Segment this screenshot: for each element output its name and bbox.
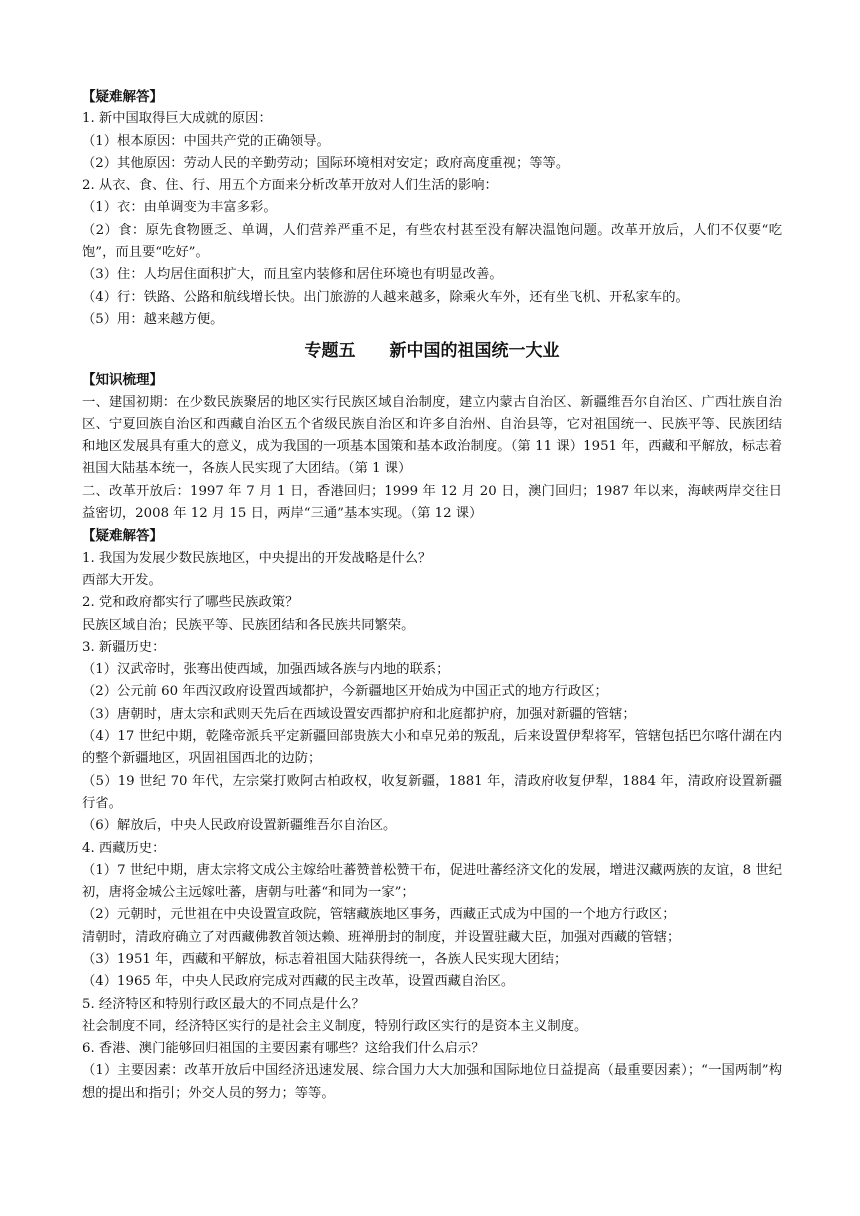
knowledge-paragraph: 一、建国初期：在少数民族聚居的地区实行民族区域自治制度，建立内蒙古自治区、新疆维吾尔自治区、广西壮族自治区、宁夏回族自治区和西藏自治区五个省级民族自治区和许多自治州、自治县等，它对祖国统一、民族平等、民族团结和地区发展具有重大的意义，成为我国的一项基本国策和基本政治制度。（第 11 课）1951 年，西藏和平解放，标志着祖国大陆基本统一，各族人民实现了大团结。（第 1 课） [82, 394, 782, 477]
faq1-line: （4）行：铁路、公路和航线增长快。出门旅游的人越来越多，除乘火车外，还有坐飞机、开私家车的。 [82, 289, 689, 305]
faq2-line: （2）公元前 60 年西汉政府设置西域都护，今新疆地区开始成为中国正式的地方行政区； [82, 684, 608, 700]
faq2-line: 民族区域自治；民族平等、民族团结和各民族共同繁荣。 [82, 617, 415, 633]
faq2-line: （1）汉武帝时，张骞出使西域，加强西域各族与内地的联系； [82, 662, 450, 678]
faq2-line: 3. 新疆历史： [82, 639, 166, 655]
faq2-line: （1）主要因素：改革开放后中国经济迅速发展、综合国力大大加强和国际地位日益提高（最重要因素）；“一国两制”构想的提出和指引；外交人员的努力；等等。 [82, 1063, 782, 1101]
faq2-line: 1. 我国为发展少数民族地区，中央提出的开发战略是什么？ [82, 550, 432, 566]
faq1-line: （5）用：越来越方便。 [82, 311, 224, 327]
faq2-line: （5）19 世纪 70 年代，左宗棠打败阿古柏政权，收复新疆，1881 年，清政府收复伊犁，1884 年，清政府设置新疆行省。 [82, 773, 782, 811]
section-heading-faq-2: 【疑难解答】 [82, 528, 163, 545]
faq1-line: （1）衣：由单调变为丰富多彩。 [82, 200, 277, 216]
faq2-line: （2）元朝时，元世祖在中央设置宣政院，管辖藏族地区事务，西藏正式成为中国的一个地方行政区； [82, 907, 676, 923]
faq2-line: 4. 西藏历史： [82, 840, 166, 856]
faq1-line: （3）住：人均居住面积扩大，而且室内装修和居住环境也有明显改善。 [82, 267, 503, 283]
faq1-line: （2）其他原因：劳动人民的辛勤劳动；国际环境相对安定；政府高度重视；等等。 [82, 155, 570, 171]
faq2-line: 西部大开发。 [82, 572, 162, 588]
faq2-line: （4）17 世纪中期，乾隆帝派兵平定新疆回部贵族大小和卓兄弟的叛乱，后来设置伊犁将军，管辖包括巴尔喀什湖在内的整个新疆地区，巩固祖国西北的边防； [82, 729, 782, 767]
faq2-line: （3）1951 年，西藏和平解放，标志着祖国大陆获得统一，各族人民实现大团结； [82, 951, 568, 967]
section-heading-faq-1: 【疑难解答】 [82, 89, 163, 105]
faq2-line: 2. 党和政府都实行了哪些民族政策？ [82, 595, 299, 611]
knowledge-paragraph: 二、改革开放后：1997 年 7 月 1 日，香港回归；1999 年 12 月 20 日，澳门回归；1987 年以来，海峡两岸交往日益密切，2008 年 12 月 15 日，两岸“三通”基本实现。（第 12 课） [82, 483, 782, 522]
faq2-line: （1）7 世纪中期，唐太宗将文成公主嫁给吐蕃赞普松赞干布，促进吐蕃经济文化的发展，增进汉藏两族的友谊，8 世纪初，唐将金城公主远嫁吐蕃，唐朝与吐蕃“和同为一家”； [82, 862, 782, 901]
faq2-line: 社会制度不同，经济特区实行的是社会主义制度，特别行政区实行的是资本主义制度。 [82, 1018, 588, 1034]
faq1-line: （1）根本原因：中国共产党的正确领导。 [82, 133, 330, 149]
faq2-line: 清朝时，清政府确立了对西藏佛教首领达赖、班禅册封的制度，并设置驻藏大臣，加强对西藏的管辖； [82, 929, 681, 945]
faq2-line: （3）唐朝时，唐太宗和武则天先后在西域设置安西都护府和北庭都护府，加强对新疆的管辖； [82, 706, 636, 722]
section-heading-knowledge: 【知识梳理】 [82, 372, 163, 389]
faq2-line: （6）解放后，中央人民政府设置新疆维吾尔自治区。 [82, 818, 397, 834]
faq1-line: 1. 新中国取得巨大成就的原因： [82, 111, 272, 127]
faq2-line: （4）1965 年，中央人民政府完成对西藏的民主改革，设置西藏自治区。 [82, 974, 515, 990]
document-page [82, 86, 782, 1105]
topic-title: 专题五 新中国的祖国统一大业 [304, 341, 560, 362]
faq2-line: 5. 经济特区和特别行政区最大的不同点是什么？ [82, 996, 365, 1012]
faq1-line: （2）食：原先食物匮乏、单调，人们营养严重不足，有些农村甚至没有解决温饱问题。改革开放后，人们不仅要“吃饱”，而且要“吃好”。 [82, 222, 782, 261]
faq2-line: 6. 香港、澳门能够回归祖国的主要因素有哪些？这给我们什么启示？ [82, 1041, 485, 1057]
faq1-line: 2. 从衣、食、住、行、用五个方面来分析改革开放对人们生活的影响： [82, 178, 498, 194]
